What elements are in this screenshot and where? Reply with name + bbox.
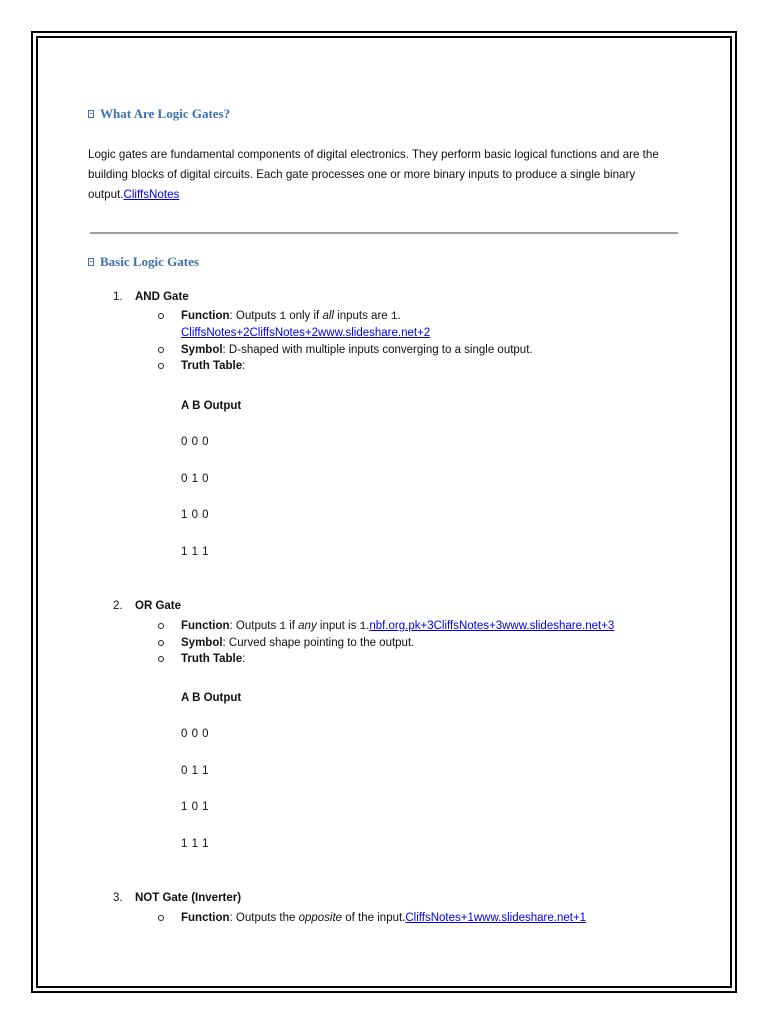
gate-name: AND Gate (135, 291, 189, 303)
function-label: Function (181, 620, 230, 632)
truth-table-row: 1 1 1 (181, 838, 210, 850)
function-citation (181, 325, 430, 341)
text: : Outputs (229, 310, 280, 322)
text: : Curved shape pointing to the output. (222, 637, 415, 649)
emphasis: opposite (298, 912, 343, 924)
truth-table-line (181, 358, 245, 374)
truth-table-row: 1 0 1 (181, 801, 210, 813)
truth-table-row: 0 0 0 (181, 728, 210, 740)
text: if (286, 620, 299, 632)
text: of the input. (342, 912, 406, 924)
text: . (397, 310, 401, 322)
text: : Outputs (229, 620, 280, 632)
text: : Outputs the (229, 912, 299, 924)
code-value: 1 (390, 311, 398, 323)
function-line (181, 910, 586, 926)
function-label: Function (181, 912, 230, 924)
bullet-circle-icon (158, 640, 164, 646)
bullet-circle-icon (158, 347, 164, 353)
truth-table-row: 0 0 0 (181, 436, 210, 448)
bullet-circle-icon (158, 656, 164, 662)
intro-paragraph (88, 145, 678, 205)
list-item-and-gate (113, 291, 189, 303)
truth-table-row: 1 0 0 (181, 509, 210, 521)
truth-table-header: A B Output (181, 692, 242, 704)
section-heading-basic (88, 254, 199, 270)
list-number: 1. (113, 291, 123, 303)
bullet-circle-icon (158, 313, 164, 319)
gate-name: NOT Gate (Inverter) (135, 892, 242, 904)
bullet-circle-icon (158, 623, 164, 629)
list-number: 3. (113, 892, 123, 904)
symbol-line (181, 635, 414, 651)
truth-table-label: Truth Table (181, 360, 243, 372)
symbol-label: Symbol (181, 344, 223, 356)
list-item-not-gate (113, 892, 241, 904)
list-number: 2. (113, 600, 123, 612)
truth-table-row: 1 1 1 (181, 546, 210, 558)
emphasis: any (298, 620, 317, 632)
text: input is (316, 620, 360, 632)
truth-table-header: A B Output (181, 400, 242, 412)
code-value: 1 (279, 621, 287, 633)
symbol-label: Symbol (181, 637, 223, 649)
truth-table-line (181, 651, 245, 667)
citation-link[interactable]: CliffsNotes+1www.slideshare.net+1 (405, 912, 587, 924)
function-label: Function (181, 310, 230, 322)
document-page (88, 0, 680, 1024)
text: : (242, 360, 246, 372)
citation-link[interactable]: CliffsNotes+2CliffsNotes+2www.slideshare.net+2 (181, 327, 431, 339)
bullet-circle-icon (158, 363, 164, 369)
code-value: 1 (279, 311, 287, 323)
section-title: What Are Logic Gates? (100, 106, 231, 121)
bullet-circle-icon (158, 915, 164, 921)
emphasis: all (322, 310, 334, 322)
text: only if (286, 310, 323, 322)
citation-link[interactable]: nbf.org.pk+3CliffsNotes+3www.slideshare.net+3 (369, 620, 615, 632)
intro-citation-link[interactable]: CliffsNotes (123, 188, 180, 201)
function-line (181, 618, 614, 635)
text: inputs are (333, 310, 391, 322)
gate-name: OR Gate (135, 600, 182, 612)
intro-text: Logic gates are fundamental components of digital electronics. They perform basic logical functions and are the building blocks of digital circuits. Each gate processes one or more binary inputs to produce a single binary output. (88, 148, 659, 201)
truth-table-label: Truth Table (181, 653, 243, 665)
horizontal-rule (90, 232, 678, 234)
text: : (242, 653, 246, 665)
symbol-line (181, 342, 533, 358)
list-item-or-gate (113, 600, 181, 612)
truth-table-row: 0 1 0 (181, 473, 210, 485)
page-icon (88, 110, 94, 118)
page-icon (88, 258, 94, 266)
truth-table-row: 0 1 1 (181, 765, 210, 777)
function-line (181, 308, 401, 325)
section-heading-what (88, 106, 230, 122)
text: : D-shaped with multiple inputs converging to a single output. (222, 344, 533, 356)
text: . (366, 620, 370, 632)
code-value: 1 (359, 621, 367, 633)
section-title: Basic Logic Gates (100, 254, 199, 269)
